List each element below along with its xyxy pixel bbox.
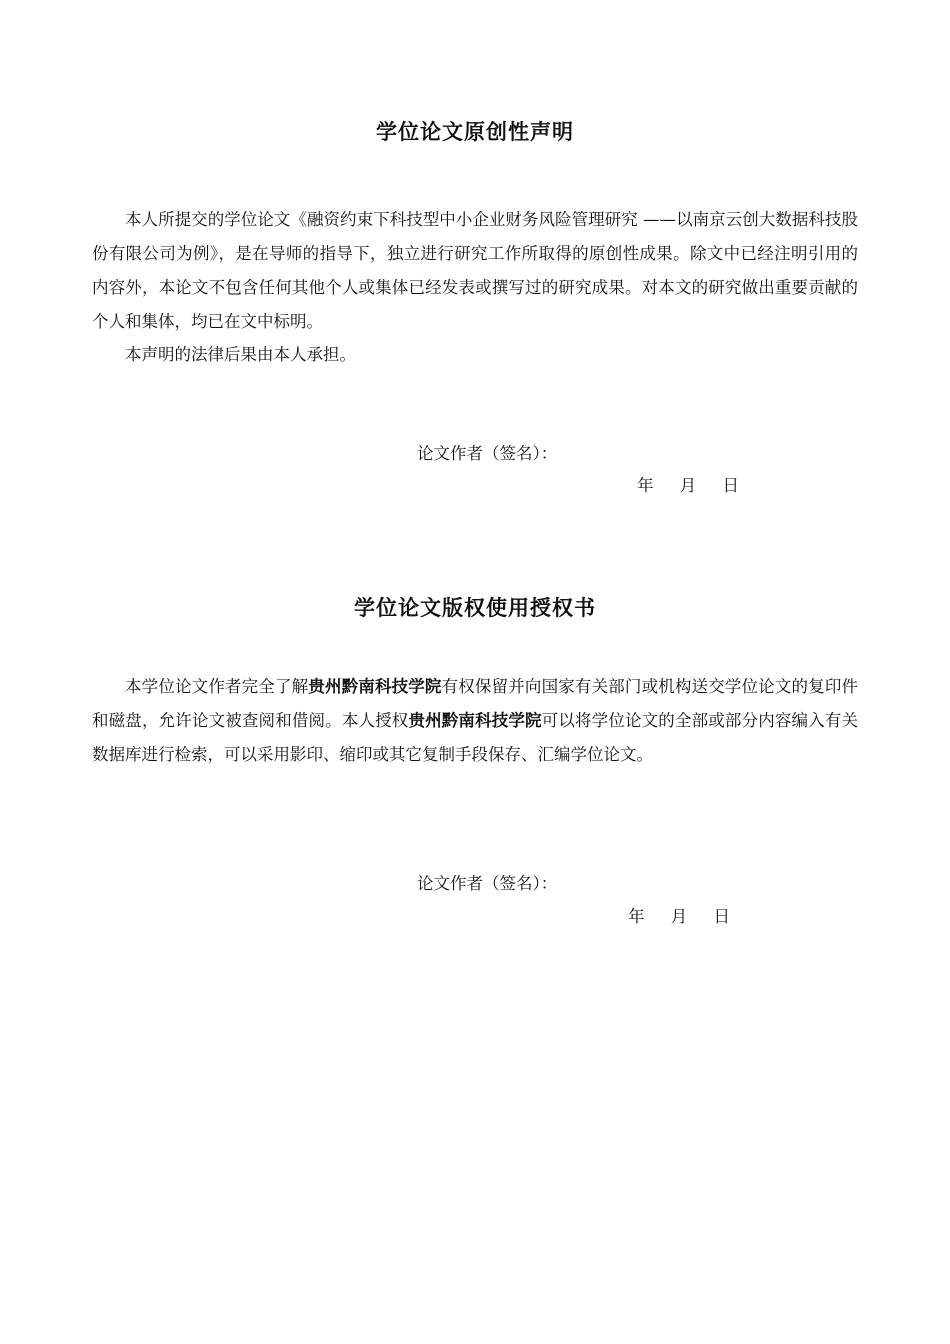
declaration-liability-paragraph: 本声明的法律后果由本人承担。 (125, 345, 356, 364)
authorization-paragraph (92, 670, 858, 772)
institution-name: 贵州黔南科技学院 (408, 711, 542, 730)
authorization-date-line: 年 月 日 (628, 907, 730, 926)
declaration-signature-label: 论文作者（签名）： (417, 444, 558, 463)
authorization-signature-label: 论文作者（签名）： (417, 874, 558, 893)
institution-name: 贵州黔南科技学院 (308, 677, 442, 696)
declaration-date-line: 年 月 日 (637, 476, 739, 495)
declaration-paragraph: 本人所提交的学位论文《融资约束下科技型中小企业财务风险管理研究 ——以南京云创大数据科技股份有限公司为例》，是在导师的指导下，独立进行研究工作所取得的原创性成果。除文中已经注明引用的内容外，本论文不包含任何其他个人或集体已经发表或撰写过的研究成果。对本文的研究做出重要贡献的个人和集体，均已在文中标明。 (92, 210, 858, 331)
authorization-text-part2: 有权保留并向国家有关部门或机构送交学位论文的复印件和磁盘，允许论文被查阅和借阅。本人授权 (92, 677, 859, 730)
authorization-text-part3: 可以将学位论文的全部或部分内容编入有关数据库进行检索，可以采用影印、缩印或其它复制手段保存、汇编学位论文。 (92, 711, 859, 764)
authorization-text-part1: 本学位论文作者完全了解 (125, 677, 309, 696)
declaration-title: 学位论文原创性声明 (376, 120, 574, 144)
authorization-title: 学位论文版权使用授权书 (354, 596, 596, 620)
